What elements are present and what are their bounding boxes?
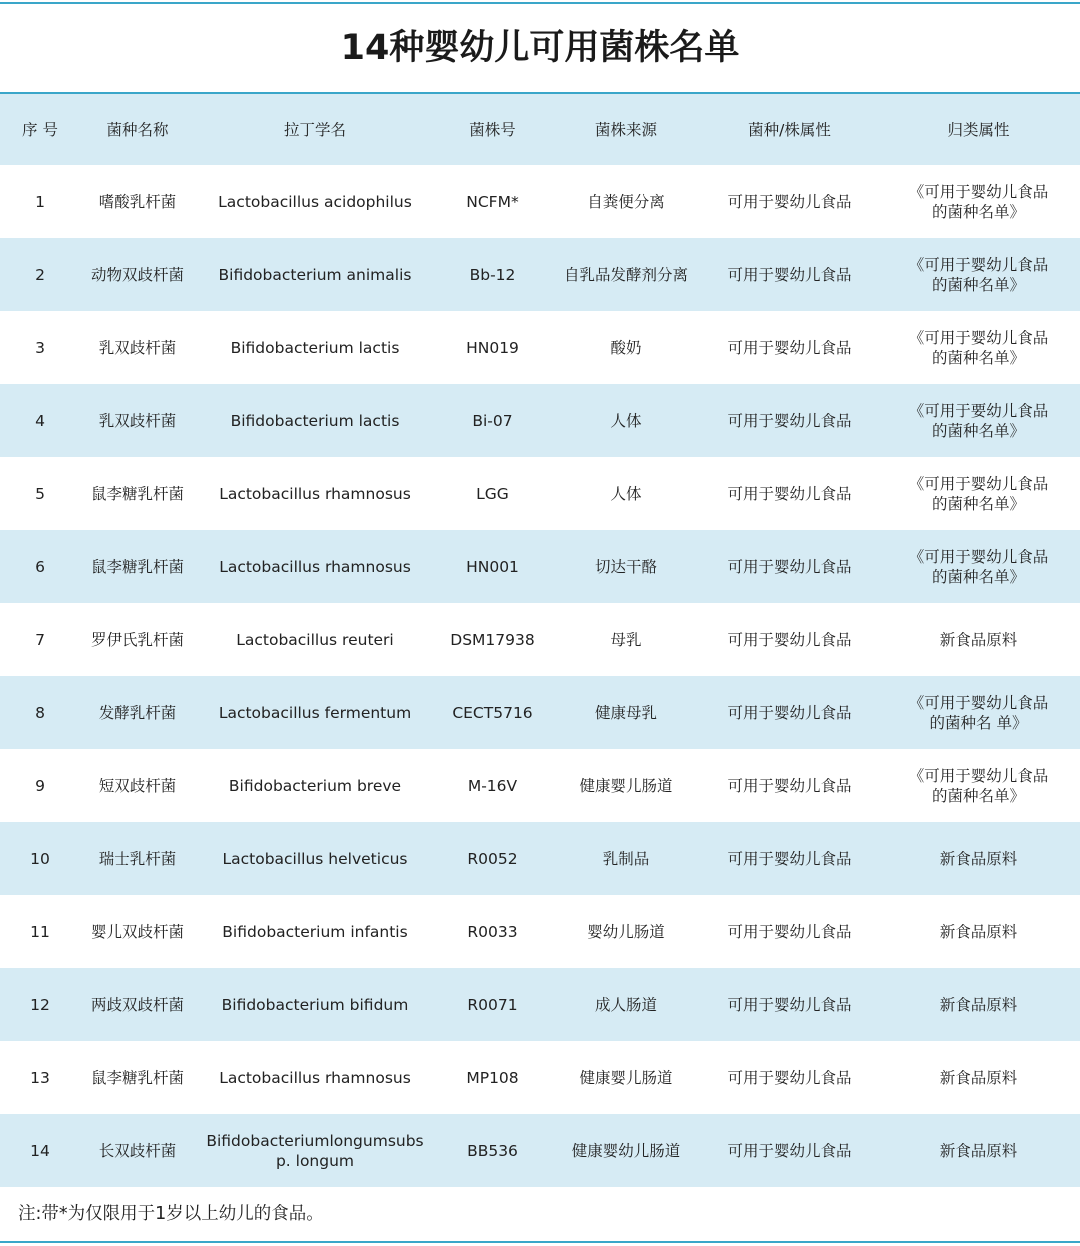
cell-name: 婴儿双歧杆菌 [90, 922, 184, 941]
cell-latin: Bifidobacterium breve [228, 776, 402, 795]
table-row [0, 165, 1080, 238]
cell-no: 6 [0, 530, 80, 603]
cell-category: 《可用于婴幼儿食品的菌种名单》 [908, 182, 1049, 221]
cell-category: 《可用于婴幼儿食品的菌种名单》 [908, 766, 1049, 805]
cell-no: 14 [0, 1114, 80, 1187]
cell-latin: Lactobacillus rhamnosus [219, 484, 411, 503]
cell-name: 鼠李糖乳杆菌 [90, 484, 184, 503]
cell-name: 鼠李糖乳杆菌 [80, 530, 195, 603]
cell-latin: Bifidobacterium animalis [195, 238, 435, 311]
column-header-attribute: 菌种/株属性 [702, 94, 877, 165]
cell-attribute: 可用于婴幼儿食品 [727, 484, 852, 503]
cell-category: 新食品原料 [877, 968, 1080, 1041]
cell-no: 11 [30, 922, 50, 941]
cell-no: 1 [35, 192, 45, 211]
cell-attribute: 可用于婴幼儿食品 [702, 238, 877, 311]
cell-name: 瑞士乳杆菌 [80, 822, 195, 895]
cell-source: 健康婴儿肠道 [579, 776, 673, 795]
table-row [0, 968, 1080, 1041]
column-header-category: 归类属性 [877, 94, 1080, 165]
cell-attribute: 可用于婴幼儿食品 [702, 384, 877, 457]
table-row [0, 384, 1080, 457]
table-row [0, 603, 1080, 676]
cell-latin: Bifidobacterium lactis [230, 338, 400, 357]
cell-strain: LGG [476, 484, 509, 503]
cell-latin: Lactobacillus rhamnosus [195, 530, 435, 603]
cell-strain: CECT5716 [435, 676, 550, 749]
cell-no: 7 [35, 630, 45, 649]
strain-table [0, 94, 1080, 1187]
cell-strain: R0033 [467, 922, 518, 941]
cell-attribute: 可用于婴幼儿食品 [702, 1114, 877, 1187]
cell-strain: BB536 [435, 1114, 550, 1187]
cell-source: 母乳 [610, 630, 642, 649]
page-title: 14种婴幼儿可用菌株名单 [340, 28, 740, 68]
cell-no: 2 [0, 238, 80, 311]
table-row [0, 1041, 1080, 1114]
table-row [0, 457, 1080, 530]
cell-attribute: 可用于婴幼儿食品 [727, 338, 852, 357]
table-row [0, 822, 1080, 895]
cell-no: 10 [0, 822, 80, 895]
cell-name: 长双歧杆菌 [80, 1114, 195, 1187]
table-row [0, 311, 1080, 384]
cell-no: 13 [30, 1068, 50, 1087]
cell-latin: Bifidobacterium bifidum [195, 968, 435, 1041]
cell-source: 健康婴儿肠道 [579, 1068, 673, 1087]
cell-source: 健康婴幼儿肠道 [550, 1114, 702, 1187]
cell-name: 罗伊氏乳杆菌 [90, 630, 184, 649]
cell-attribute: 可用于婴幼儿食品 [702, 676, 877, 749]
column-header-name: 菌种名称 [80, 94, 195, 165]
table-row [0, 238, 1080, 311]
cell-latin: Bifidobacteriumlongumsubsp. longum [195, 1114, 435, 1187]
cell-latin: Bifidobacterium lactis [195, 384, 435, 457]
cell-no: 8 [0, 676, 80, 749]
cell-latin: Lactobacillus acidophilus [218, 192, 412, 211]
cell-strain: HN019 [466, 338, 519, 357]
cell-attribute: 可用于婴幼儿食品 [702, 530, 877, 603]
bottom-rule [0, 1241, 1080, 1243]
column-header-source: 菌株来源 [550, 94, 702, 165]
cell-latin: Lactobacillus fermentum [195, 676, 435, 749]
cell-name: 乳双歧杆菌 [98, 338, 177, 357]
cell-strain: MP108 [466, 1068, 519, 1087]
cell-source: 健康母乳 [550, 676, 702, 749]
cell-attribute: 可用于婴幼儿食品 [727, 776, 852, 795]
cell-category: 《可用于婴幼儿食品的菌种名 单》 [877, 676, 1080, 749]
table-header-row [0, 94, 1080, 165]
cell-category: 新食品原料 [877, 822, 1080, 895]
cell-no: 4 [0, 384, 80, 457]
column-header-latin: 拉丁学名 [195, 94, 435, 165]
cell-strain: Bi-07 [435, 384, 550, 457]
cell-strain: M-16V [467, 776, 518, 795]
cell-attribute: 可用于婴幼儿食品 [727, 192, 852, 211]
cell-source: 切达干酪 [550, 530, 702, 603]
table-row [0, 676, 1080, 749]
cell-strain: HN001 [435, 530, 550, 603]
footnote: 注:带*为仅限用于1岁以上幼儿的食品。 [18, 1204, 324, 1224]
cell-category: 《可用于婴幼儿食品的菌种名单》 [877, 238, 1080, 311]
table-row [0, 749, 1080, 822]
cell-source: 人体 [550, 384, 702, 457]
cell-name: 发酵乳杆菌 [80, 676, 195, 749]
cell-attribute: 可用于婴幼儿食品 [702, 968, 877, 1041]
cell-no: 9 [35, 776, 45, 795]
cell-attribute: 可用于婴幼儿食品 [702, 822, 877, 895]
cell-source: 乳制品 [550, 822, 702, 895]
cell-no: 3 [35, 338, 45, 357]
cell-category: 新食品原料 [939, 1068, 1018, 1087]
cell-category: 《可用于婴幼儿食品的菌种名单》 [877, 530, 1080, 603]
cell-strain: R0052 [435, 822, 550, 895]
cell-source: 成人肠道 [550, 968, 702, 1041]
cell-name: 嗜酸乳杆菌 [98, 192, 177, 211]
cell-latin: Lactobacillus reuteri [236, 630, 394, 649]
cell-strain: Bb-12 [435, 238, 550, 311]
table-row [0, 895, 1080, 968]
cell-category: 新食品原料 [939, 630, 1018, 649]
cell-name: 鼠李糖乳杆菌 [90, 1068, 184, 1087]
cell-source: 自粪便分离 [587, 192, 665, 211]
column-header-strain: 菌株号 [435, 94, 550, 165]
cell-category: 新食品原料 [877, 1114, 1080, 1187]
cell-latin: Bifidobacterium infantis [222, 922, 408, 941]
cell-category: 《可用于婴幼儿食品的菌种名单》 [908, 328, 1049, 367]
cell-strain: NCFM* [466, 192, 519, 211]
cell-no: 5 [35, 484, 45, 503]
cell-name: 乳双歧杆菌 [80, 384, 195, 457]
cell-source: 婴幼儿肠道 [587, 922, 665, 941]
cell-attribute: 可用于婴幼儿食品 [727, 922, 852, 941]
cell-strain: R0071 [435, 968, 550, 1041]
cell-attribute: 可用于婴幼儿食品 [727, 630, 852, 649]
cell-source: 人体 [610, 484, 642, 503]
cell-source: 自乳品发酵剂分离 [550, 238, 702, 311]
cell-no: 12 [0, 968, 80, 1041]
table-row [0, 1114, 1080, 1187]
cell-name: 短双歧杆菌 [98, 776, 177, 795]
cell-category: 《可用于婴幼儿食品的菌种名单》 [908, 474, 1049, 513]
column-header-no: 序 号 [0, 94, 80, 165]
cell-source: 酸奶 [610, 338, 642, 357]
cell-category: 新食品原料 [939, 922, 1018, 941]
cell-latin: Lactobacillus helveticus [195, 822, 435, 895]
cell-category: 《可用于要幼儿食品的菌种名单》 [877, 384, 1080, 457]
cell-attribute: 可用于婴幼儿食品 [727, 1068, 852, 1087]
cell-name: 两歧双歧杆菌 [80, 968, 195, 1041]
cell-strain: DSM17938 [450, 630, 535, 649]
cell-latin: Lactobacillus rhamnosus [219, 1068, 411, 1087]
cell-name: 动物双歧杆菌 [80, 238, 195, 311]
top-rule [0, 2, 1080, 4]
table-row [0, 530, 1080, 603]
